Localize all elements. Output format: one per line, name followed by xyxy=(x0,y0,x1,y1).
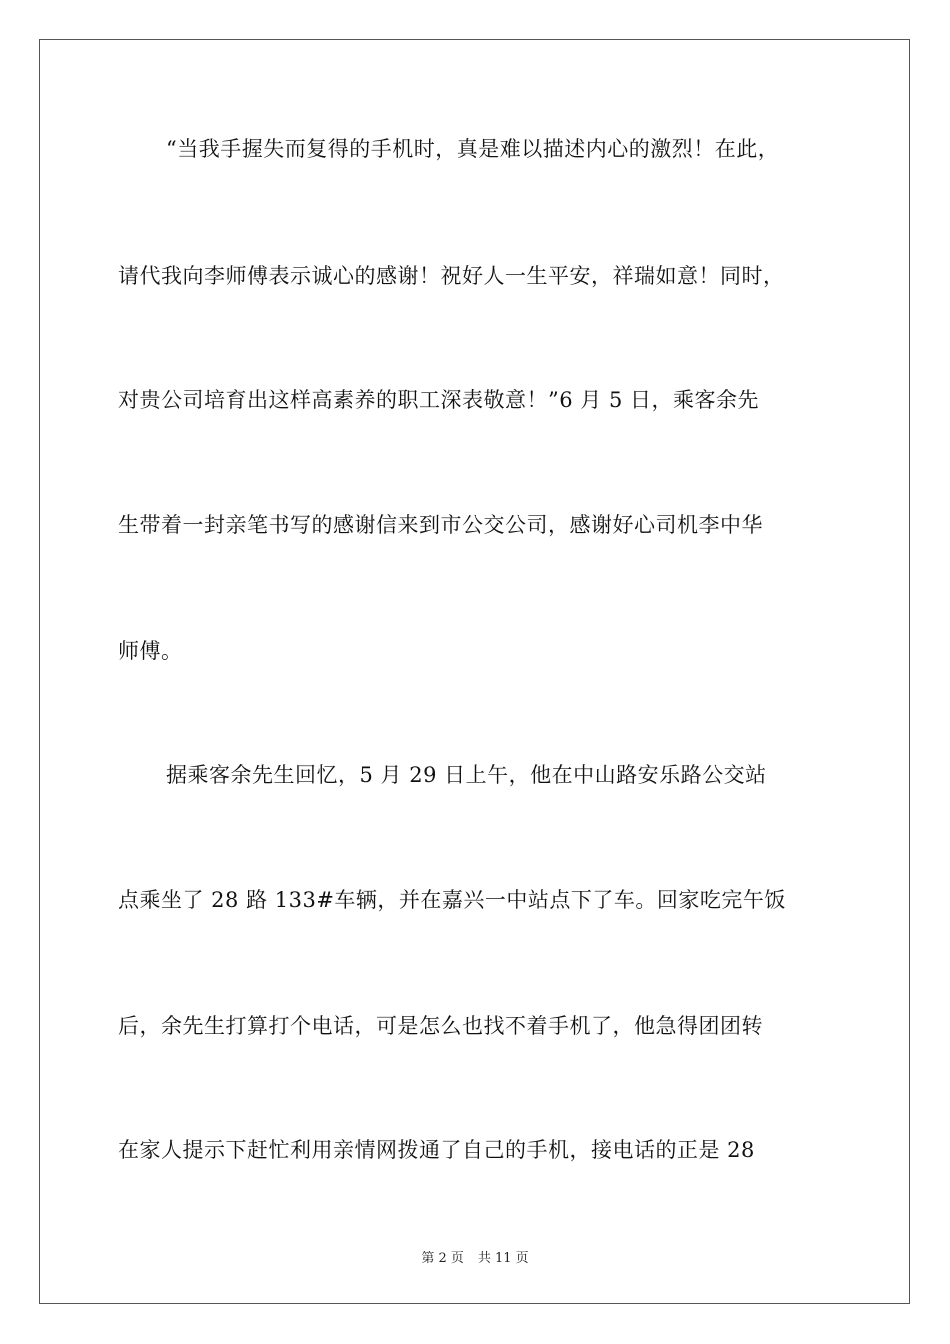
text-line: “当我手握失而复得的手机时，真是难以描述内心的激烈！在此， xyxy=(166,137,780,161)
text-line: 对贵公司培育出这样高素养的职工深表敬意！”6 月 5 日，乘客余先 xyxy=(118,388,759,412)
text-line: 据乘客余先生回忆，5 月 29 日上午，他在中山路安乐路公交站 xyxy=(166,763,767,787)
page-border xyxy=(39,39,910,1304)
text-line: 生带着一封亲笔书写的感谢信来到市公交公司，感谢好心司机李中华 xyxy=(118,513,763,537)
text-line: 后，余先生打算打个电话，可是怎么也找不着手机了，他急得团团转 xyxy=(118,1014,763,1038)
page-number: 第 2 页 xyxy=(421,1251,464,1266)
page-total: 共 11 页 xyxy=(477,1251,529,1266)
page-footer xyxy=(0,1247,950,1266)
text-line: 点乘坐了 28 路 133#车辆，并在嘉兴一中站点下了车。回家吃完午饭 xyxy=(118,888,786,912)
text-line: 在家人提示下赶忙利用亲情网拨通了自己的手机，接电话的正是 28 xyxy=(118,1138,755,1162)
text-line: 师傅。 xyxy=(118,639,183,663)
text-line: 请代我向李师傅表示诚心的感谢！祝好人一生平安，祥瑞如意！同时， xyxy=(118,264,785,288)
